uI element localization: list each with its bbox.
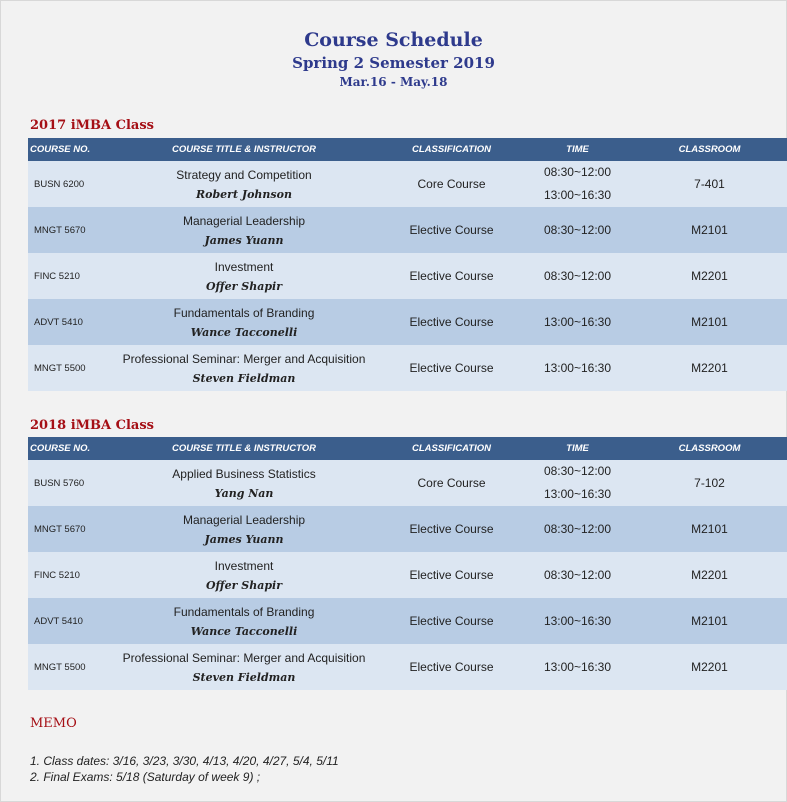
course-title: Fundamentals of Branding bbox=[173, 605, 315, 619]
memo-line-final-exams: 2. Final Exams: 5/18 (Saturday of week 9) ; bbox=[30, 770, 261, 784]
table-row bbox=[28, 207, 787, 253]
classroom: 7-102 bbox=[632, 460, 787, 506]
table-header-row bbox=[28, 437, 787, 460]
time-cell bbox=[523, 253, 632, 299]
instructor-name: Yang Nan bbox=[214, 487, 274, 500]
instructor-name: Robert Johnson bbox=[196, 188, 292, 201]
col-header-classification: CLASSIFICATION bbox=[380, 138, 523, 161]
classification: Elective Course bbox=[380, 207, 523, 253]
col-header-course-title: COURSE TITLE & INSTRUCTOR bbox=[108, 138, 380, 161]
time-slot: 08:30~12:00 bbox=[543, 567, 612, 582]
time-cell bbox=[523, 506, 632, 552]
instructor-name: Steven Fieldman bbox=[192, 671, 296, 684]
course-title: Applied Business Statistics bbox=[172, 467, 316, 481]
time-slot: 13:00~16:30 bbox=[543, 487, 612, 501]
time-cell bbox=[523, 552, 632, 598]
time-slot: 13:00~16:30 bbox=[543, 314, 612, 329]
instructor-name: Wance Tacconelli bbox=[190, 326, 298, 339]
table-row bbox=[28, 552, 787, 598]
classroom: M2101 bbox=[632, 598, 787, 644]
col-header-time: TIME bbox=[523, 138, 632, 161]
time-slot: 08:30~12:00 bbox=[543, 521, 612, 536]
course-title: Strategy and Competition bbox=[176, 168, 312, 182]
course-title: Investment bbox=[214, 260, 274, 274]
table-row bbox=[28, 161, 787, 207]
table-header-row bbox=[28, 138, 787, 161]
time-slot: 08:30~12:00 bbox=[543, 222, 612, 237]
page-subtitle: Spring 2 Semester 2019 bbox=[292, 54, 495, 72]
memo-line-class-dates: 1. Class dates: 3/16, 3/23, 3/30, 4/13, 4/20, 4/27, 5/4, 5/11 bbox=[30, 754, 339, 768]
course-title: Professional Seminar: Merger and Acquisition bbox=[122, 352, 366, 366]
classroom: M2101 bbox=[632, 207, 787, 253]
classroom: M2101 bbox=[632, 506, 787, 552]
course-code: MNGT 5500 bbox=[28, 345, 108, 391]
schedule-table-2017 bbox=[28, 138, 787, 391]
classification: Elective Course bbox=[380, 598, 523, 644]
course-code: ADVT 5410 bbox=[28, 598, 108, 644]
course-title: Managerial Leadership bbox=[182, 513, 306, 527]
instructor-name: Steven Fieldman bbox=[192, 372, 296, 385]
classification: Elective Course bbox=[380, 644, 523, 690]
time-slot: 13:00~16:30 bbox=[543, 659, 612, 674]
time-slot: 08:30~12:00 bbox=[543, 268, 612, 283]
course-title: Managerial Leadership bbox=[182, 214, 306, 228]
instructor-name: Wance Tacconelli bbox=[190, 625, 298, 638]
table-row bbox=[28, 644, 787, 690]
classification: Elective Course bbox=[380, 345, 523, 391]
instructor-name: Offer Shapir bbox=[205, 579, 283, 592]
table-row bbox=[28, 299, 787, 345]
instructor-name: Offer Shapir bbox=[205, 280, 283, 293]
course-code: ADVT 5410 bbox=[28, 299, 108, 345]
course-code: MNGT 5500 bbox=[28, 644, 108, 690]
time-cell bbox=[523, 460, 632, 506]
table-row bbox=[28, 460, 787, 506]
time-slot: 13:00~16:30 bbox=[543, 360, 612, 375]
instructor-name: James Yuann bbox=[204, 234, 284, 247]
time-cell bbox=[523, 161, 632, 207]
page-title: Course Schedule bbox=[304, 29, 483, 51]
classroom: M2201 bbox=[632, 644, 787, 690]
col-header-course-no: COURSE NO. bbox=[28, 437, 108, 460]
course-cell bbox=[108, 253, 380, 299]
time-cell bbox=[523, 644, 632, 690]
course-cell bbox=[108, 552, 380, 598]
classroom: M2201 bbox=[632, 345, 787, 391]
classification: Elective Course bbox=[380, 299, 523, 345]
date-range: Mar.16 - May.18 bbox=[339, 75, 448, 89]
course-code: MNGT 5670 bbox=[28, 506, 108, 552]
course-cell bbox=[108, 598, 380, 644]
classification: Core Course bbox=[380, 161, 523, 207]
col-header-course-no: COURSE NO. bbox=[28, 138, 108, 161]
classroom: M2101 bbox=[632, 299, 787, 345]
course-title: Professional Seminar: Merger and Acquisition bbox=[122, 651, 366, 665]
memo-title: MEMO bbox=[30, 716, 77, 731]
time-slot: 13:00~16:30 bbox=[543, 188, 612, 202]
col-header-classroom: CLASSROOM bbox=[632, 138, 787, 161]
table-row bbox=[28, 345, 787, 391]
course-cell bbox=[108, 506, 380, 552]
time-cell bbox=[523, 207, 632, 253]
course-cell bbox=[108, 644, 380, 690]
classification: Elective Course bbox=[380, 253, 523, 299]
time-slot: 08:30~12:00 bbox=[543, 464, 612, 478]
course-code: MNGT 5670 bbox=[28, 207, 108, 253]
classroom: M2201 bbox=[632, 253, 787, 299]
time-cell bbox=[523, 345, 632, 391]
time-cell bbox=[523, 299, 632, 345]
course-code: BUSN 5760 bbox=[28, 460, 108, 506]
course-code: FINC 5210 bbox=[28, 253, 108, 299]
classification: Elective Course bbox=[380, 552, 523, 598]
time-slot: 08:30~12:00 bbox=[543, 165, 612, 179]
classification: Elective Course bbox=[380, 506, 523, 552]
table-row bbox=[28, 506, 787, 552]
col-header-time: TIME bbox=[523, 437, 632, 460]
col-header-classroom: CLASSROOM bbox=[632, 437, 787, 460]
course-cell bbox=[108, 161, 380, 207]
instructor-name: James Yuann bbox=[204, 533, 284, 546]
course-cell bbox=[108, 299, 380, 345]
schedule-table-2018 bbox=[28, 437, 787, 690]
course-title: Fundamentals of Branding bbox=[173, 306, 315, 320]
course-cell bbox=[108, 345, 380, 391]
classroom: M2201 bbox=[632, 552, 787, 598]
classroom: 7-401 bbox=[632, 161, 787, 207]
col-header-course-title: COURSE TITLE & INSTRUCTOR bbox=[108, 437, 380, 460]
course-title: Investment bbox=[214, 559, 274, 573]
section-title-2018: 2018 iMBA Class bbox=[30, 418, 154, 433]
course-cell bbox=[108, 460, 380, 506]
time-cell bbox=[523, 598, 632, 644]
course-code: BUSN 6200 bbox=[28, 161, 108, 207]
table-row bbox=[28, 598, 787, 644]
course-cell bbox=[108, 207, 380, 253]
table-row bbox=[28, 253, 787, 299]
course-code: FINC 5210 bbox=[28, 552, 108, 598]
time-slot: 13:00~16:30 bbox=[543, 613, 612, 628]
section-title-2017: 2017 iMBA Class bbox=[30, 118, 154, 133]
classification: Core Course bbox=[380, 460, 523, 506]
col-header-classification: CLASSIFICATION bbox=[380, 437, 523, 460]
